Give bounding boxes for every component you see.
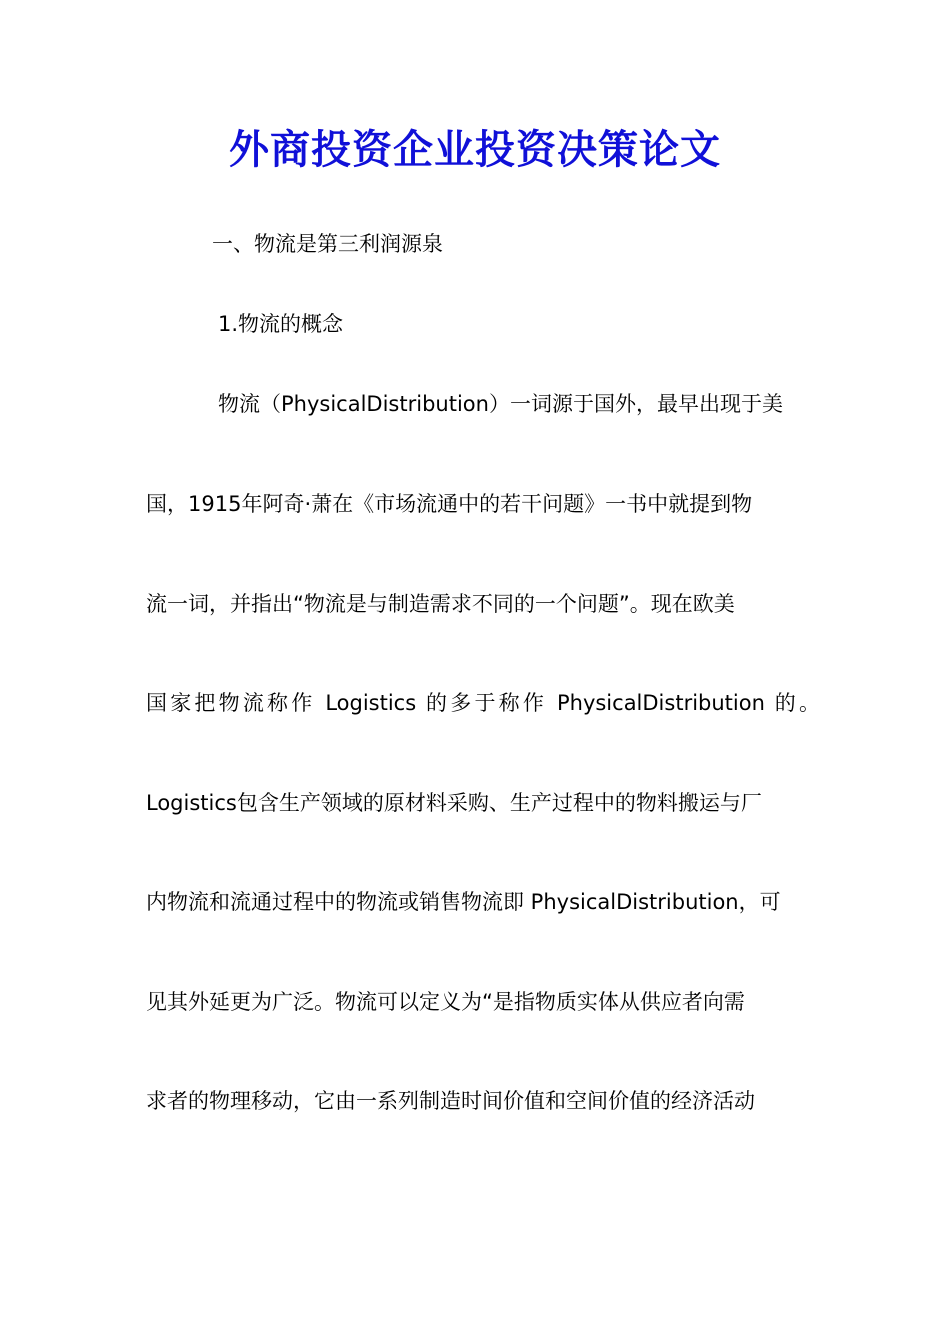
paragraph-line-6: 内物流和流通过程中的物流或销售物流即 PhysicalDistribution，可 [146,890,781,914]
paragraph-line-5: Logistics包含生产领域的原材料采购、生产过程中的物料搬运与厂 [146,791,762,815]
paragraph-line-4: 国家把物流称作 Logistics 的多于称作 PhysicalDistribution 的。 [146,691,820,715]
paragraph-line-3: 流一词，并指出“物流是与制造需求不同的一个问题”。现在欧美 [146,592,735,616]
paragraph-line-8: 求者的物理移动，它由一系列制造时间价值和空间价值的经济活动 [146,1089,755,1113]
document-title: 外商投资企业投资决策论文 [229,126,721,173]
subsection-heading: 1.物流的概念 [218,312,344,336]
paragraph-line-1: 物流（PhysicalDistribution）一词源于国外，最早出现于美 [218,392,783,416]
paragraph-line-7: 见其外延更为广泛。物流可以定义为“是指物质实体从供应者向需 [146,990,745,1014]
paragraph-line-2: 国，1915年阿奇·萧在《市场流通中的若干问题》一书中就提到物 [146,492,753,516]
section-heading: 一、物流是第三利润源泉 [212,232,443,256]
